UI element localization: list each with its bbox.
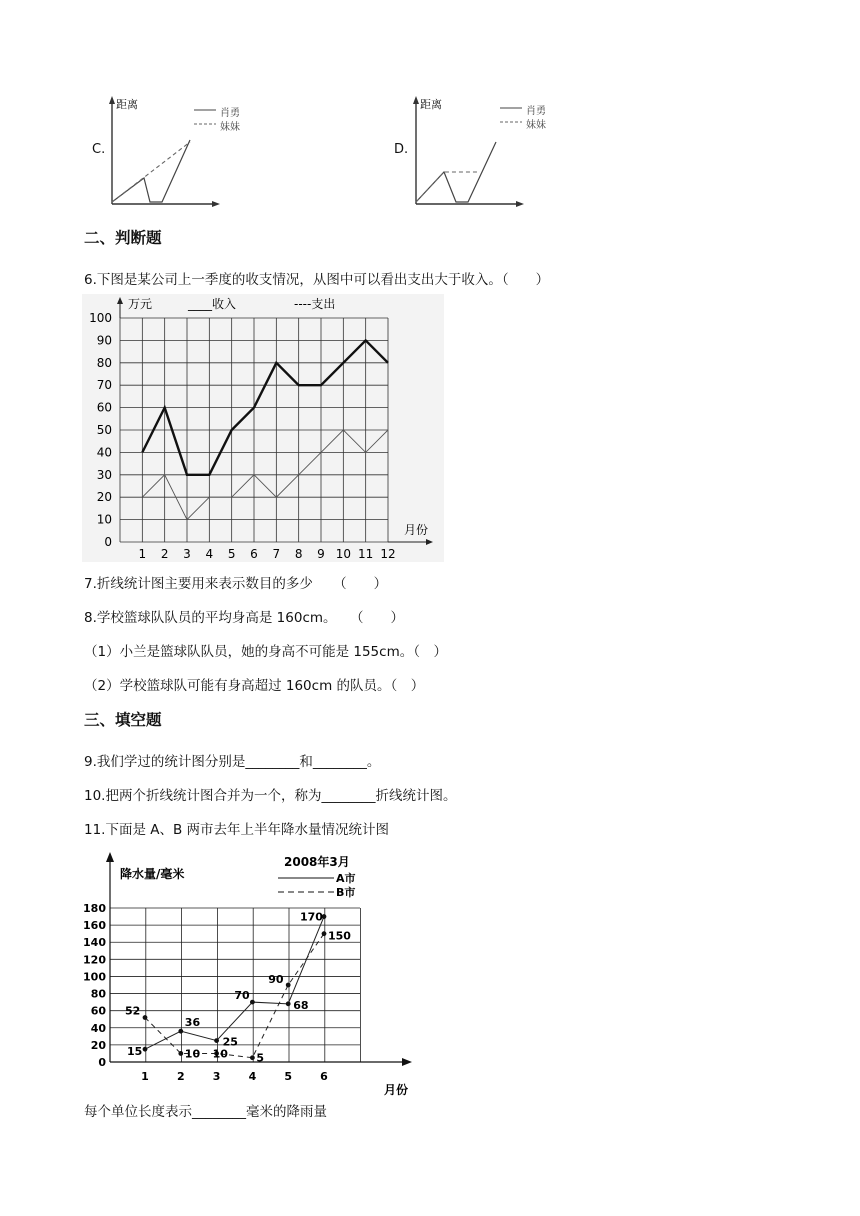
data-label-a: 25 [222,1035,238,1049]
x-tick-label: 2 [176,1070,185,1083]
x-tick-label: 2 [160,547,169,561]
y-axis-arrow [106,852,114,862]
x-tick-label: 1 [141,1070,149,1083]
question-11-fill: 每个单位长度表示________毫米的降雨量 [84,1104,327,1120]
y-tick-label: 10 [96,512,112,527]
data-point [322,931,327,936]
y-tick-label: 160 [83,919,106,933]
x-tick-label: 1 [138,547,147,561]
data-label-b: 150 [328,929,351,943]
data-label-b: 5 [256,1051,265,1065]
y-tick-label: 30 [96,467,112,482]
option-d [388,92,568,212]
y-tick-label: 90 [96,333,112,348]
y-tick-label: 60 [90,1004,106,1018]
question-8-2: （2）学校篮球队可能有身高超过 160cm 的队员。（ ） [84,678,425,694]
option-d-label: D. [394,142,409,157]
x-tick-label: 11 [358,547,374,561]
option-d-legend-1: 肖勇 [526,106,546,117]
question-9: 9.我们学过的统计图分别是________和________。 [84,754,381,770]
data-point [178,1051,183,1056]
x-tick-label: 7 [272,547,281,561]
rainfall-svg [82,848,422,1097]
x-tick-label: 10 [335,547,351,561]
option-c-legend-1: 肖勇 [220,108,240,119]
data-point [143,1047,148,1052]
question-7: 7.折线统计图主要用来表示数目的多少 （ ） [84,576,388,592]
data-label-a: 70 [234,989,250,1003]
x-tick-label: 4 [248,1070,257,1083]
data-point [286,1001,291,1006]
data-label-a: 170 [300,910,323,924]
y-tick-label: 40 [96,445,112,460]
data-point [214,1038,219,1043]
y-axis-label: 降水量/毫米 [120,867,185,881]
x-tick-label: 6 [320,1070,328,1083]
x-axis-label: 月份 [404,523,429,537]
data-point [178,1029,183,1034]
option-c-label: C. [92,142,106,157]
data-point [250,1055,255,1060]
data-point [286,983,291,988]
y-tick-label: 40 [90,1021,106,1035]
legend-expense: ----支出 [294,297,336,311]
chart-title: 2008年3月 [284,855,350,869]
data-label-b: 52 [125,1004,141,1018]
x-axis-label: 月份 [384,1083,409,1097]
y-tick-label: 70 [96,378,112,393]
y-tick-label: 20 [96,490,112,505]
x-tick-label: 9 [317,547,325,561]
y-tick-label: 140 [83,936,106,950]
data-point [250,1000,255,1005]
x-tick-label: 6 [250,547,258,561]
y-tick-label: 80 [96,355,112,370]
option-d-yaxis-label: 距离 [420,98,442,111]
x-tick-label: 8 [294,547,303,561]
legend-b: B市 [336,886,356,899]
data-label-a: 68 [293,998,309,1012]
y-tick-label: 100 [89,311,112,325]
data-label-b: 10 [212,1047,228,1061]
legend-a: A市 [336,872,356,885]
data-label-a: 15 [127,1045,143,1059]
data-point [143,1015,148,1020]
series-line-a [145,917,324,1050]
y-axis-arrow [117,297,123,304]
x-axis-arrow [402,1058,412,1066]
data-label-b: 90 [268,973,284,986]
legend-income: ____收入 [188,297,237,311]
x-tick-label: 3 [183,547,191,561]
option-c [84,92,244,212]
income-expense-chart [82,294,444,562]
y-tick-label: 0 [104,535,112,549]
y-tick-label: 100 [83,970,106,984]
x-tick-label: 12 [380,547,396,561]
income-expense-svg [82,294,444,562]
x-axis-arrow [426,539,433,545]
x-tick-label: 3 [212,1070,221,1083]
section-title-fill: 三、填空题 [84,711,162,729]
y-tick-label: 20 [90,1038,106,1052]
x-tick-label: 5 [227,547,236,561]
x-tick-label: 4 [205,547,214,561]
question-6: 6.下图是某公司上一季度的收支情况，从图中可以看出支出大于收入。（ ） [84,272,550,288]
option-c-yaxis-label: 距离 [116,98,138,111]
question-8-1: （1）小兰是篮球队队员，她的身高不可能是 155cm。（ ） [84,644,447,660]
data-label-a: 36 [184,1016,201,1030]
x-tick-label: 5 [284,1070,293,1083]
question-10: 10.把两个折线统计图合并为一个，称为________折线统计图。 [84,788,457,804]
y-tick-label: 60 [96,400,112,415]
y-tick-label: 0 [98,1056,106,1069]
y-tick-label: 180 [83,902,106,915]
question-8: 8.学校篮球队队员的平均身高是 160cm。 （ ） [84,610,405,626]
data-label-b: 10 [184,1047,201,1061]
question-11: 11.下面是 A、B 两市去年上半年降水量情况统计图 [84,822,390,838]
y-axis-label: 万元 [128,297,153,311]
y-tick-label: 80 [90,987,106,1001]
option-c-legend-2: 妹妹 [220,122,240,133]
y-tick-label: 120 [83,953,106,967]
y-tick-label: 50 [96,423,112,437]
option-d-legend-2: 妹妹 [526,120,546,131]
section-title-judgment: 二、判断题 [84,229,162,247]
rainfall-chart [82,848,422,1097]
